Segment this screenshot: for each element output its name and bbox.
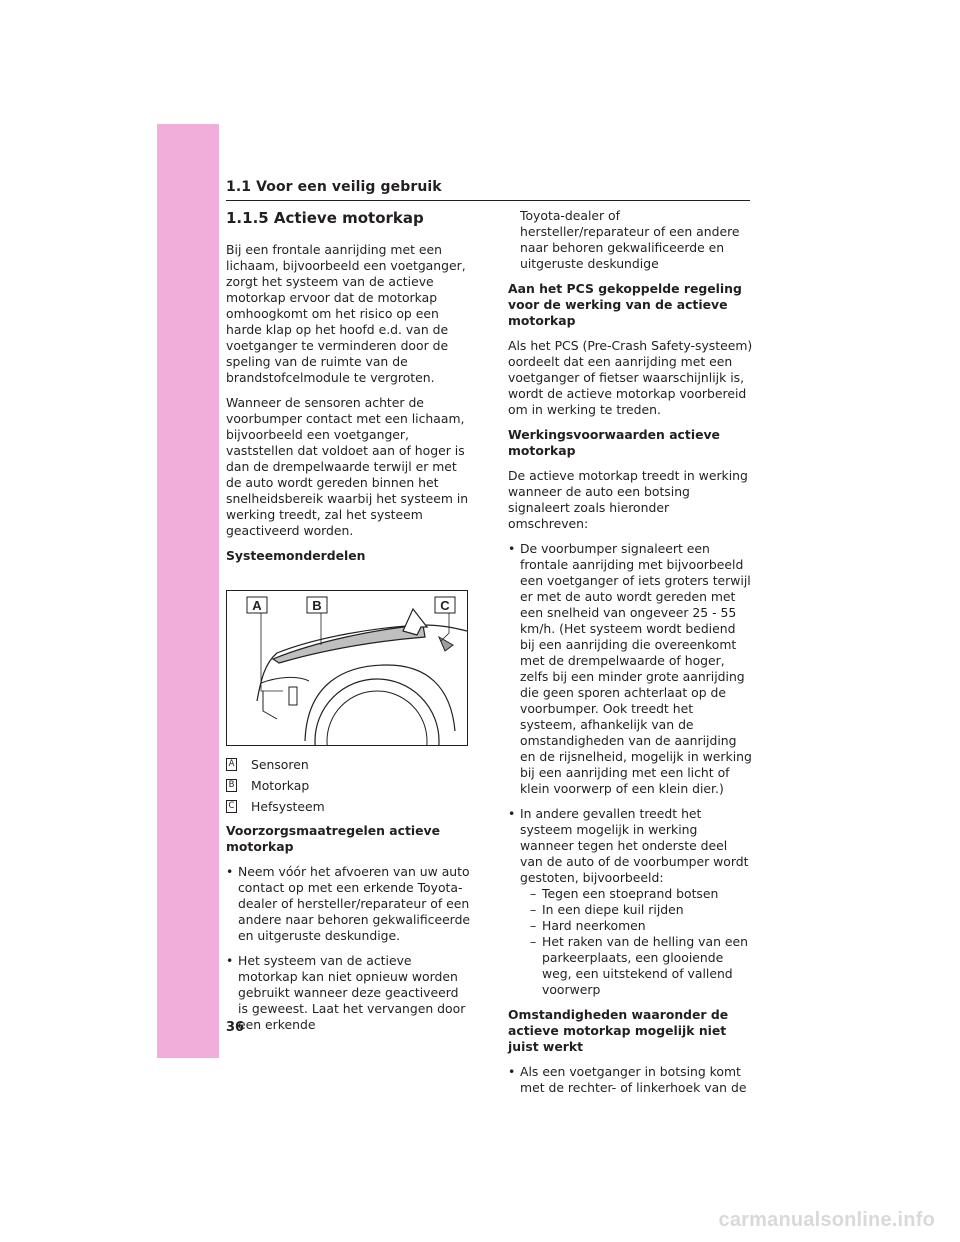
dash-icon: –	[530, 902, 537, 917]
circumstances-list	[508, 1064, 753, 1096]
dash-icon: –	[530, 886, 537, 901]
precautions-heading: Voorzorgsmaatregelen actieve motorkap	[226, 823, 441, 854]
conditions-heading: Werkingsvoorwaarden actieve motorkap	[508, 427, 720, 458]
page-number: 36	[226, 1020, 245, 1035]
dash-icon: –	[530, 918, 537, 933]
right-column	[508, 208, 753, 1105]
bullet-icon: •	[508, 1064, 516, 1079]
legend-text-sensors: Sensoren	[251, 756, 309, 772]
chapter-sidebar-tab	[157, 124, 219, 1058]
list-item-text: De voorbumper signaleert een frontale aanrijding met bijvoorbeeld een voetganger of iets groters terwijl er met de auto wordt gereden met een snelheid van ongeveer 25 - 55 km/h. (Het systeem wordt bediend bij een aanrijding die overeenkomt met de drempelwaarde of hoger, zelfs bij een minder grote aanrijding die geen sporen achterlaat op de voorbumper. Ook treedt het systeem, afhankelijk van de omstandigheden van de aanrijding en de rijsnelheid, mogelijk in werking bij een aanrijding met een licht of klein voorwerp of een klein dier.)	[520, 541, 752, 796]
list-item	[508, 541, 753, 797]
examples-list	[520, 886, 753, 998]
list-item-text: Als een voetganger in botsing komt met de rechter- of linkerhoek van de	[520, 1064, 747, 1095]
circumstances-heading: Omstandigheden waaronder de actieve motorkap mogelijk niet juist werkt	[508, 1007, 729, 1054]
list-item	[508, 1064, 753, 1096]
figure-label-c: C	[440, 598, 450, 613]
pcs-heading: Aan het PCS gekoppelde regeling voor de werking van de actieve motorkap	[508, 281, 742, 328]
list-item-text: Het raken van de helling van een parkeerplaats, een glooiende weg, een uitstekend of vallend voorwerp	[542, 934, 748, 997]
header-divider	[226, 200, 750, 201]
conditions-list	[508, 541, 753, 998]
list-item-text: Tegen een stoeprand botsen	[542, 886, 719, 901]
list-item	[530, 902, 753, 918]
legend-letter-b: B	[226, 779, 237, 792]
figure-label-b: B	[312, 598, 322, 613]
continued-bullet-text: Toyota-dealer of hersteller/reparateur of een andere naar behoren gekwalificeerde en uitgeruste deskundige	[520, 208, 740, 271]
components-heading: Systeemonderdelen	[226, 548, 366, 563]
section-title: 1.1.5 Actieve motorkap	[226, 209, 424, 227]
pcs-paragraph: Als het PCS (Pre-Crash Safety-systeem) oordeelt dat een aanrijding met een voetganger of fietser waarschijnlijk is, wordt de actieve motorkap voorbereid om in werking te treden.	[508, 338, 753, 417]
car-front-illustration	[227, 591, 467, 745]
figure-legend	[226, 754, 471, 817]
list-item	[530, 886, 753, 902]
dash-icon: –	[530, 934, 537, 949]
left-column	[226, 208, 471, 1042]
legend-item	[226, 796, 471, 817]
list-item-text: Hard neerkomen	[542, 918, 646, 933]
bullet-icon: •	[226, 864, 234, 879]
legend-letter-c: C	[226, 800, 237, 813]
legend-item	[226, 775, 471, 796]
list-item	[226, 953, 471, 1033]
list-item	[226, 864, 471, 944]
legend-letter-a: A	[226, 758, 237, 771]
bullet-icon: •	[508, 806, 516, 821]
precautions-list	[226, 864, 471, 1033]
list-item	[530, 918, 753, 934]
bullet-icon: •	[226, 953, 234, 968]
list-item	[508, 806, 753, 998]
intro-paragraph: Bij een frontale aanrijding met een lichaam, bijvoorbeeld een voetganger, zorgt het systeem van de actieve motorkap ervoor dat de motorkap omhoogkomt om het risico op een harde klap op het hoofd e.d. van de voetganger te verminderen door de speling van de ruimte van de brandstofcelmodule te vergroten.	[226, 242, 466, 385]
watermark-text: carmanualsonline.info	[718, 1209, 935, 1231]
chapter-header-title: 1.1 Voor een veilig gebruik	[226, 179, 442, 195]
list-item-text: Het systeem van de actieve motorkap kan niet opnieuw worden gebruikt wanneer deze geactiveerd is geweest. Laat het vervangen door een erkende	[238, 953, 466, 1032]
conditions-paragraph: De actieve motorkap treedt in werking wanneer de auto een botsing signaleert zoals hieronder omschreven:	[508, 468, 748, 531]
list-item-text: In een diepe kuil rijden	[542, 902, 684, 917]
legend-text-lift-system: Hefsysteem	[251, 798, 325, 814]
figure-label-a: A	[252, 598, 262, 613]
legend-item	[226, 754, 471, 775]
legend-text-hood: Motorkap	[251, 777, 310, 793]
bullet-icon: •	[508, 541, 516, 556]
list-item-text: Neem vóór het afvoeren van uw auto contact op met een erkende Toyota-dealer of hersteller/reparateur of een andere naar behoren gekwalificeerde en uitgeruste deskundige.	[238, 864, 471, 943]
list-item	[530, 934, 753, 998]
activation-paragraph: Wanneer de sensoren achter de voorbumper contact met een lichaam, bijvoorbeeld een voetganger, vaststellen dat voldoet aan of hoger is dan de drempelwaarde terwijl er met de auto wordt gereden binnen het snelheidsbereik waarbij het systeem in werking treedt, zal het systeem geactiveerd worden.	[226, 395, 469, 538]
hood-system-figure	[226, 590, 468, 746]
list-item-text: In andere gevallen treedt het systeem mogelijk in werking wanneer tegen het onderste deel van de auto of de voorbumper wordt gestoten, bijvoorbeeld:	[520, 806, 749, 885]
